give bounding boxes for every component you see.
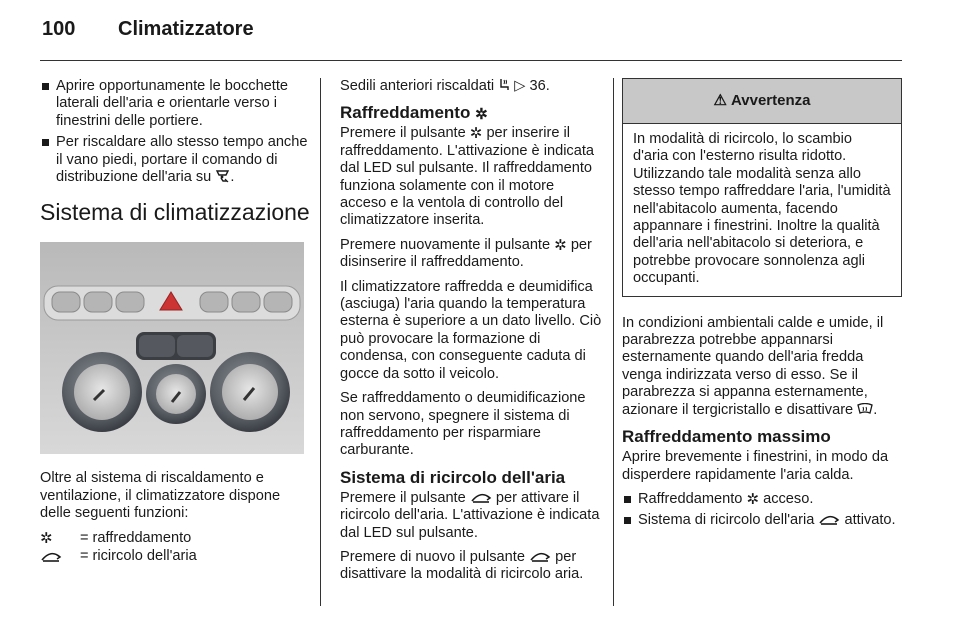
- heated-seats-ref: Sedili anteriori riscaldati ▷ 36.: [340, 78, 550, 94]
- snowflake-icon: ✲: [746, 490, 760, 508]
- recirculation-icon: [818, 514, 840, 526]
- recirculation-icon: [529, 551, 551, 563]
- max-cooling-heading: Raffreddamento massimo: [622, 427, 831, 447]
- column-right: [622, 78, 902, 537]
- recirculation-icon: [470, 492, 492, 504]
- snowflake-icon: ✲: [40, 529, 53, 547]
- windscreen-demist-icon: [857, 403, 873, 416]
- paragraph: In condizioni ambientali calde e umide, il parabrezza potrebbe appannarsi esternamente quando dell'aria fredda venga indirizzata verso di esso. Se il parabrezza si appanna esternamente, azionare il tergicristallo e disattivare .: [622, 314, 884, 418]
- list-item: Raffreddamento ✲ acceso.: [622, 491, 902, 508]
- paragraph: Se raffreddamento o deumidificazione non servono, spegnere il sistema di raffreddamento per risparmiare carburante.: [340, 390, 586, 459]
- heated-seat-icon: [498, 78, 510, 92]
- legend-row: = ricircolo dell'aria: [40, 548, 308, 565]
- list-item: Sistema di ricircolo dell'aria attivato.: [622, 512, 902, 529]
- paragraph: Aprire brevemente i finestrini, in modo da disperdere rapidamente l'aria calda.: [622, 449, 889, 483]
- list-item: Aprire opportunamente le bocchette laterali dell'aria e orientarle verso i finestrini delle portiere.: [40, 78, 308, 130]
- list-item: Per riscaldare allo stesso tempo anche il vano piedi, portare il comando di distribuzione dell'aria su .: [40, 134, 308, 186]
- snowflake-icon: ✲: [469, 125, 483, 143]
- snowflake-icon: ✲: [475, 106, 488, 124]
- warning-header: ⚠ Avvertenza: [623, 79, 901, 124]
- paragraph: Premere il pulsante per attivare il ricircolo dell'aria. L'attivazione è indicata dal LED sul pulsante.: [340, 489, 600, 541]
- page-title: Climatizzatore: [118, 18, 254, 40]
- paragraph: Premere il pulsante ✲ per inserire il raffreddamento. L'attivazione è indicata dal LED sul pulsante. Il raffreddamento funziona solamente con il motore acceso e la ventola di controllo del climatizzatore inserita.: [340, 125, 595, 229]
- intro-text: Oltre al sistema di riscaldamento e ventilazione, il climatizzatore dispone delle seguenti funzioni:: [40, 470, 281, 522]
- paragraph: Premere di nuovo il pulsante per disattivare la modalità di ricircolo aria.: [340, 548, 584, 583]
- floor-windscreen-distribution-icon: [215, 170, 230, 183]
- header-divider: [40, 60, 902, 61]
- max-cooling-list: [622, 491, 902, 530]
- section-title: Sistema di climatizzazione: [40, 199, 310, 226]
- instruction-list: [40, 78, 308, 186]
- page-ref-arrow-icon: ▷: [514, 78, 526, 94]
- column-divider: [320, 78, 321, 606]
- recirculation-heading: Sistema di ricircolo dell'aria: [340, 467, 566, 487]
- column-divider: [613, 78, 614, 606]
- legend-row: ✲ = raffreddamento: [40, 529, 192, 547]
- column-left: [40, 78, 308, 566]
- page-header: [42, 18, 254, 48]
- paragraph: Premere nuovamente il pulsante ✲ per disinserire il raffreddamento.: [340, 236, 592, 271]
- recirculation-icon: [40, 551, 62, 563]
- warning-box: [622, 78, 902, 297]
- page-number: 100: [42, 18, 76, 40]
- snowflake-icon: ✲: [554, 236, 567, 254]
- column-middle: [340, 78, 604, 591]
- climate-control-panel-photo: [40, 242, 304, 454]
- cooling-heading: Raffreddamento ✲: [340, 103, 488, 124]
- warning-text: In modalità di ricircolo, lo scambio d'aria con l'esterno risulta ridotto. Utilizzando tale modalità senza allo stesso tempo raffreddare l'aria, l'umidità nell'abitacolo aumenta, facendo appannare i finestrini. Inoltre la qualità dell'aria nell'abitacolo si deteriora, e potrebbe provocare sonnolenza agli occupanti.: [633, 131, 891, 287]
- paragraph: Il climatizzatore raffredda e deumidifica (asciuga) l'aria quando la temperatura esterna è superiore a un dato livello. Ciò può provocare la formazione di condensa, con conseguente caduta di gocce da sotto il veicolo.: [340, 278, 602, 382]
- warning-triangle-icon: ⚠: [713, 92, 727, 110]
